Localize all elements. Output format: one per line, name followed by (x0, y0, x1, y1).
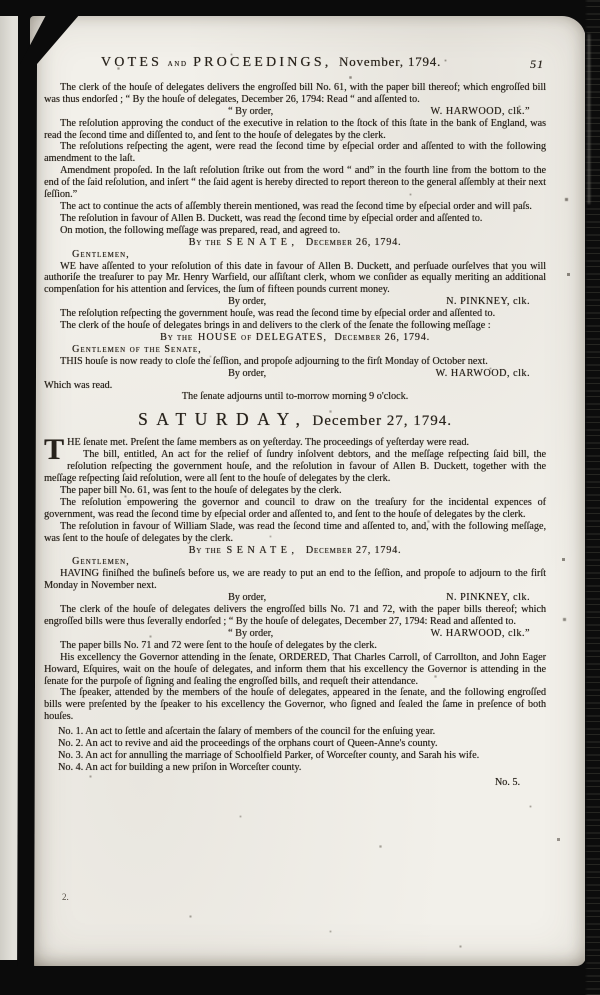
clerk-signature: N. PINKNEY, clk. (446, 296, 530, 308)
paragraph: The reſolution approving the conduct of the executive in relation to the ſtock of this ſtate in the bank of England, was read the ſecond time and diſſented to, and ſent to the houſe of delegates by the clerk. (44, 117, 546, 141)
by-order-label: “ By order, (228, 627, 274, 639)
act-list-item: No. 1. An act to ſettle and aſcertain the ſalary of members of the council for the enſuing year. (58, 726, 436, 738)
byline-pre: By the (188, 236, 222, 248)
act-list-item: No. 2. An act to revive and aid the proceedings of the orphans court of Queen-Anne's county. (58, 738, 438, 750)
page-header (44, 54, 544, 71)
paragraph: The reſolution in favour of William Slade, was read the ſecond time and aſſented to, and, with the following meſſage, was ſent to the houſe of delegates by the clerk. (44, 520, 546, 544)
by-order-line (44, 296, 546, 308)
paper-specks (30, 16, 31, 17)
paragraph: Which was read. (44, 379, 113, 391)
day-date: December 27, 1794. (312, 413, 452, 430)
paragraph: The bill, entitled, An act for the relief of ſundry inſolvent debtors, and the meſſage reſpecting ſaid bill, the reſolution reſpecting the government houſe, and the reſolution in favour of Allen B. Duckett, together with the meſſage reſpecting ſaid reſolution, were all ſent to the houſe of delegates by the clerk. (44, 449, 546, 485)
day-heading (44, 410, 546, 431)
session-byline (44, 545, 546, 557)
text-block (44, 56, 546, 789)
by-order-label: By order, (228, 296, 267, 308)
paragraph: HAVING finiſhed the buſineſs before us, we are ready to put an end to the ſeſſion, and propoſe to adjourn to the firſt Monday in November next. (44, 568, 546, 592)
by-order-line (44, 628, 546, 640)
day-name: SATURDAY, (138, 409, 309, 430)
by-order-label: By order, (228, 592, 267, 604)
byline-date: December 27, 1794. (302, 544, 402, 556)
by-order-label: “ By order, (228, 105, 274, 117)
byline-body-name: HOUSE of DELEGATES, (197, 331, 328, 343)
paragraph: THIS houſe is now ready to cloſe the ſeſſion, and propoſe adjourning to the firſt Monday of October next. (60, 355, 488, 367)
page-edge-texture (585, 0, 600, 995)
act-list-item: No. 3. An act for annulling the marriage of Schoolfield Parker, of Worceſter county, and Sarah his wife. (58, 749, 480, 761)
paragraph: The clerk of the houſe of delegates delivers the engroſſed bill No. 61, with the paper bill thereof; which engroſſed bill was thus endorſed ; “ By the houſe of delegates, December 26, 1794: Read “ and aſſented to. (44, 81, 546, 105)
paragraph: The clerk of the houſe of delegates brings in and delivers to the clerk of the ſenate the following meſſage : (60, 320, 491, 332)
page-number: 51 (530, 57, 544, 71)
document-page (30, 16, 586, 966)
paragraph: The paper bills No. 71 and 72 were ſent to the houſe of delegates by the clerk. (60, 639, 377, 651)
paragraph: WE have aſſented to your reſolution of this date in favour of Allen B. Duckett, and perſuade ourſelves that you will authoriſe the treaſurer to pay Mr. Henry Warfield, our aſſiſtant clerk, whom we conſider as equally meriting an additional compenſation for his attention and ſervices, the ſum of fifteen pounds current money. (44, 260, 546, 296)
byline-body-name: SENATE, (226, 236, 299, 248)
salutation: Gentlemen of the Senate, (72, 343, 202, 355)
paragraph: The reſolutions reſpecting the agent, were read the ſecond time by eſpecial order and aſſented to with the following amendment to the laſt. (44, 141, 546, 165)
byline-date: December 26, 1794. (302, 236, 402, 248)
paragraph-text: HE ſenate met. Preſent the ſame members as on yeſterday. The proceedings of yeſterday were read. (67, 437, 469, 449)
session-byline (44, 237, 546, 249)
adjacent-page-edge (0, 14, 18, 960)
votes-title: VOTES (100, 55, 163, 70)
paragraph: The clerk of the houſe of delegates delivers the engroſſed bills No. 71 and 72, with the paper bills thereof; which engroſſed bills were thus ſeverally endorſed ; “ By the houſe of delegates, December 27, 1794: Read and aſſented to. (44, 604, 546, 627)
by-order-line (44, 592, 546, 604)
title-and: and (167, 58, 188, 69)
content (44, 82, 546, 789)
clerk-signature: W. HARWOOD, clk.” (430, 105, 530, 117)
paragraph: The paper bill No. 61, was ſent to the houſe of delegates by the clerk. (60, 485, 342, 496)
paragraph: The reſolution reſpecting the government houſe, was read the ſecond time by eſpecial order and aſſented to. (60, 308, 496, 320)
act-list-item: No. 4. An act for building a new priſon in Worceſter county. (58, 761, 302, 773)
by-order-line (44, 368, 546, 380)
header-date: November, 1794. (338, 54, 442, 69)
signature-mark: 2. (62, 892, 69, 902)
paragraph: Amendment propoſed. In the laſt reſolution ſtrike out from the word “ and” in the fourth line from the bottom to the end of the ſaid reſolution, and inſert “ the ſaid agent is hereby directed to report thereon to the general aſſembly at their next ſeſſion.” (44, 165, 546, 201)
session-byline (44, 332, 546, 344)
drop-cap-initial: T (44, 433, 65, 467)
clerk-signature: W. HARWOOD, clk. (435, 367, 530, 379)
clerk-signature: W. HARWOOD, clk.” (430, 627, 530, 639)
paragraph: The ſpeaker, attended by the members of the houſe of delegates, appeared in the ſenate, and the following engroſſed bills were preſented by the ſpeaker to his excellency the Governor, who ſigned and ſealed the ſame in preſence of both houſes. (44, 687, 546, 723)
paragraph: The reſolution empowering the governor and council to draw on the treaſury for the incidental expences of government, was read the ſecond time by eſpecial order and aſſented to, and ſent to the houſe of delegates by the clerk. (44, 496, 546, 520)
byline-date: December 26, 1794. (331, 331, 430, 343)
paragraph: The act to continue the acts of aſſembly therein mentioned, was read the ſecond time by eſpecial order and will paſs. (60, 200, 532, 212)
paragraph: On motion, the following meſſage was prepared, read, and agreed to. (60, 224, 341, 236)
bottom-margin-band (0, 966, 600, 995)
proceedings-title: PROCEEDINGS, (193, 55, 332, 70)
salutation: Gentlemen, (72, 556, 130, 568)
by-order-label: By order, (228, 367, 267, 379)
paragraph: His excellency the Governor attending in the ſenate, ORDERED, That Charles Carroll, of Carrollton, and John Eager Howard, Eſquires, wait on the houſe of delegates, and inform them that his excellency the Governor is attending in the ſenate for the purpoſe of ſigning and ſealing the engroſſed bills, and requeſt their attendance. (44, 651, 546, 687)
salutation: Gentlemen, (72, 248, 130, 260)
top-margin-band (0, 0, 600, 16)
catchword: No. 5. (494, 776, 520, 788)
paragraph: The reſolution in favour of Allen B. Duckett, was read the ſecond time by eſpecial order and aſſented to. (60, 212, 483, 224)
adjournment-line: The ſenate adjourns until to-morrow morning 9 o'clock. (181, 391, 409, 403)
byline-body-name: SENATE, (226, 544, 299, 556)
by-order-line (44, 106, 546, 118)
clerk-signature: N. PINKNEY, clk. (446, 592, 530, 604)
byline-pre: By the (188, 544, 222, 556)
byline-pre: By the (160, 331, 193, 343)
